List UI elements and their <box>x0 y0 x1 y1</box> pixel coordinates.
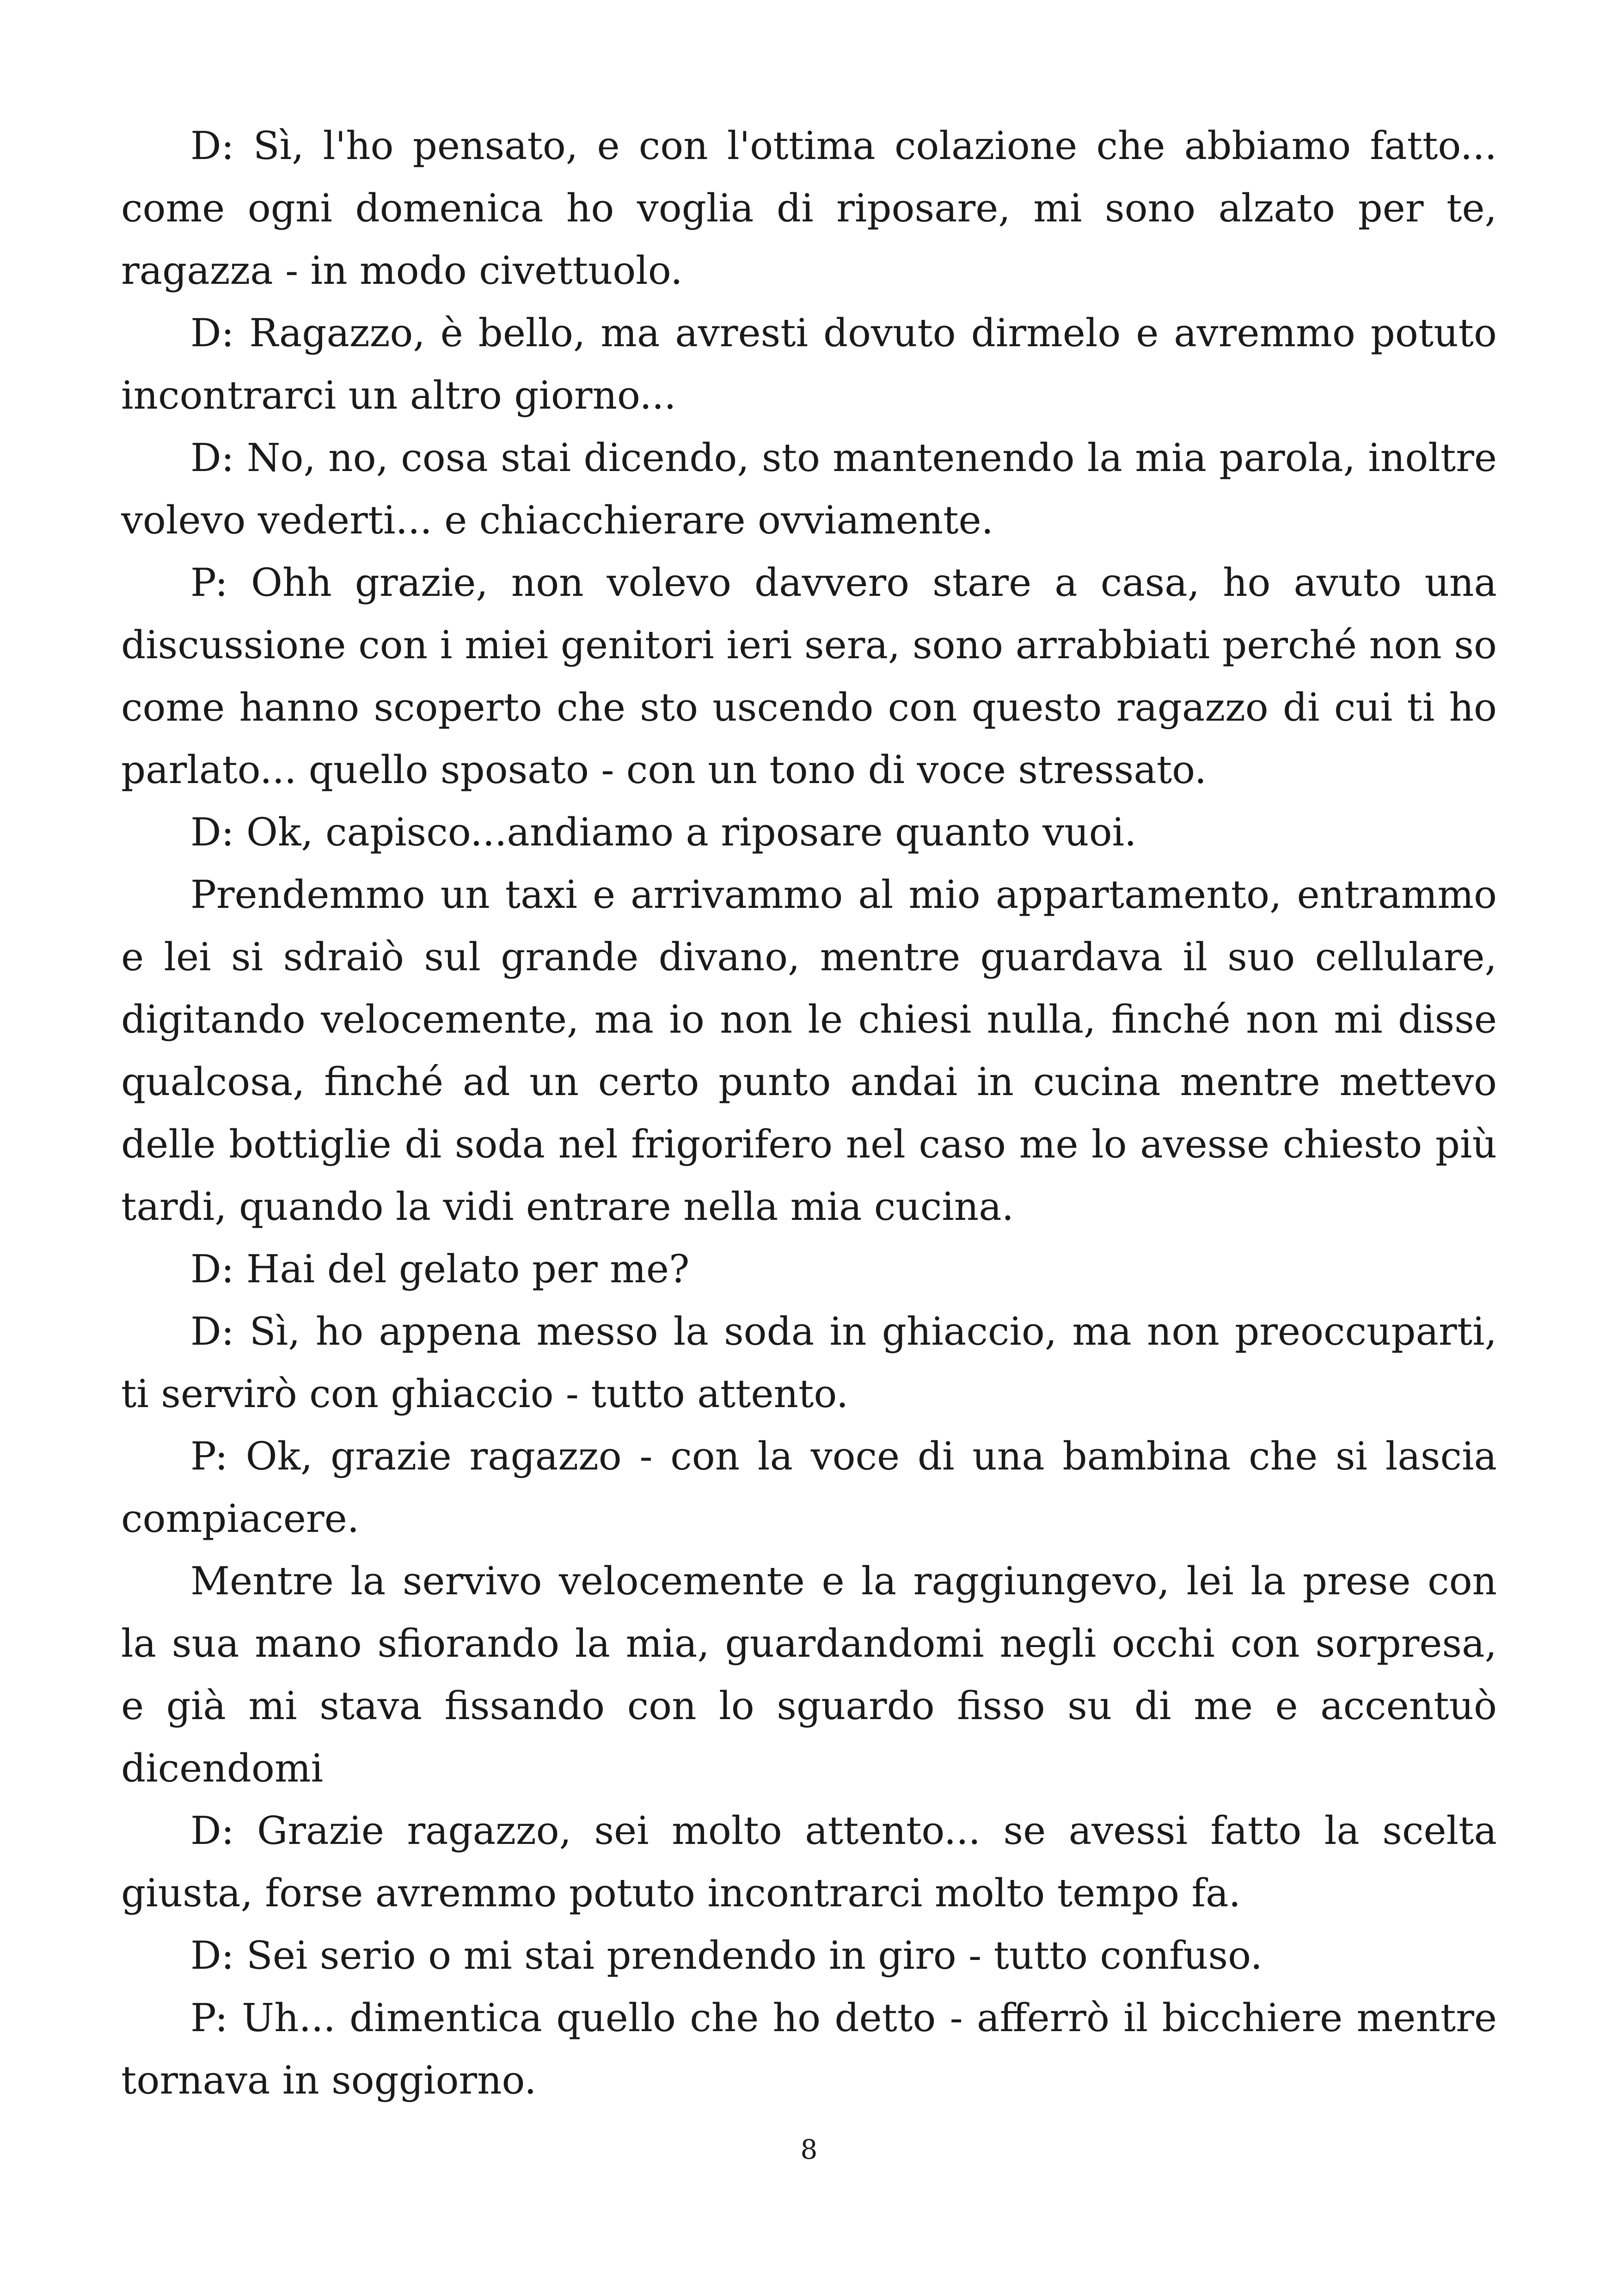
paragraph: D: Sì, l'ho pensato, e con l'ottima colazione che abbiamo fatto... come ogni domenica ho voglia di riposare, mi sono alzato per te, ragazza - in modo civettuolo. <box>121 123 1497 293</box>
paragraph: D: Sì, ho appena messo la soda in ghiaccio, ma non preoccuparti, ti servirò con ghiaccio - tutto attento. <box>121 1309 1497 1416</box>
paragraph: D: Ok, capisco...andiamo a riposare quanto vuoi. <box>190 810 1137 855</box>
paragraph: D: Sei serio o mi stai prendendo in giro - tutto confuso. <box>190 1933 1263 1978</box>
paragraph: D: No, no, cosa stai dicendo, sto mantenendo la mia parola, inoltre volevo vederti... e chiacchierare ovviamente. <box>121 435 1497 543</box>
paragraph: Mentre la servivo velocemente e la raggiungevo, lei la prese con la sua mano sfiorando la mia, guardandomi negli occhi con sorpresa, e già mi stava fissando con lo sguardo fisso su di me e accentuò dicendomi <box>121 1559 1497 1791</box>
paragraph: Prendemmo un taxi e arrivammo al mio appartamento, entrammo e lei si sdraiò sul grande divano, mentre guardava il suo cellulare, digitando velocemente, ma io non le chiesi nulla, finché non mi disse qualcosa, finché ad un certo punto andai in cucina mentre mettevo delle bottiglie di soda nel frigorifero nel caso me lo avesse chiesto più tardi, quando la vidi entrare nella mia cucina. <box>121 872 1497 1229</box>
paragraph: D: Hai del gelato per me? <box>190 1247 690 1292</box>
paragraph: D: Grazie ragazzo, sei molto attento... se avessi fatto la scelta giusta, forse avremmo potuto incontrarci molto tempo fa. <box>121 1808 1497 1916</box>
paragraph: D: Ragazzo, è bello, ma avresti dovuto dirmelo e avremmo potuto incontrarci un altro giorno... <box>121 311 1497 418</box>
page-number: 8 <box>800 2134 818 2165</box>
body-text <box>121 115 1497 2112</box>
paragraph: P: Ok, grazie ragazzo - con la voce di una bambina che si lascia compiacere. <box>121 1434 1497 1541</box>
paragraph: P: Ohh grazie, non volevo davvero stare a casa, ho avuto una discussione con i miei genitori ieri sera, sono arrabbiati perché non so come hanno scoperto che sto uscendo con questo ragazzo di cui ti ho parlato... quello sposato - con un tono di voce stressato. <box>121 560 1497 792</box>
paragraph: P: Uh... dimentica quello che ho detto - afferrò il bicchiere mentre tornava in soggiorno. <box>121 1996 1497 2103</box>
